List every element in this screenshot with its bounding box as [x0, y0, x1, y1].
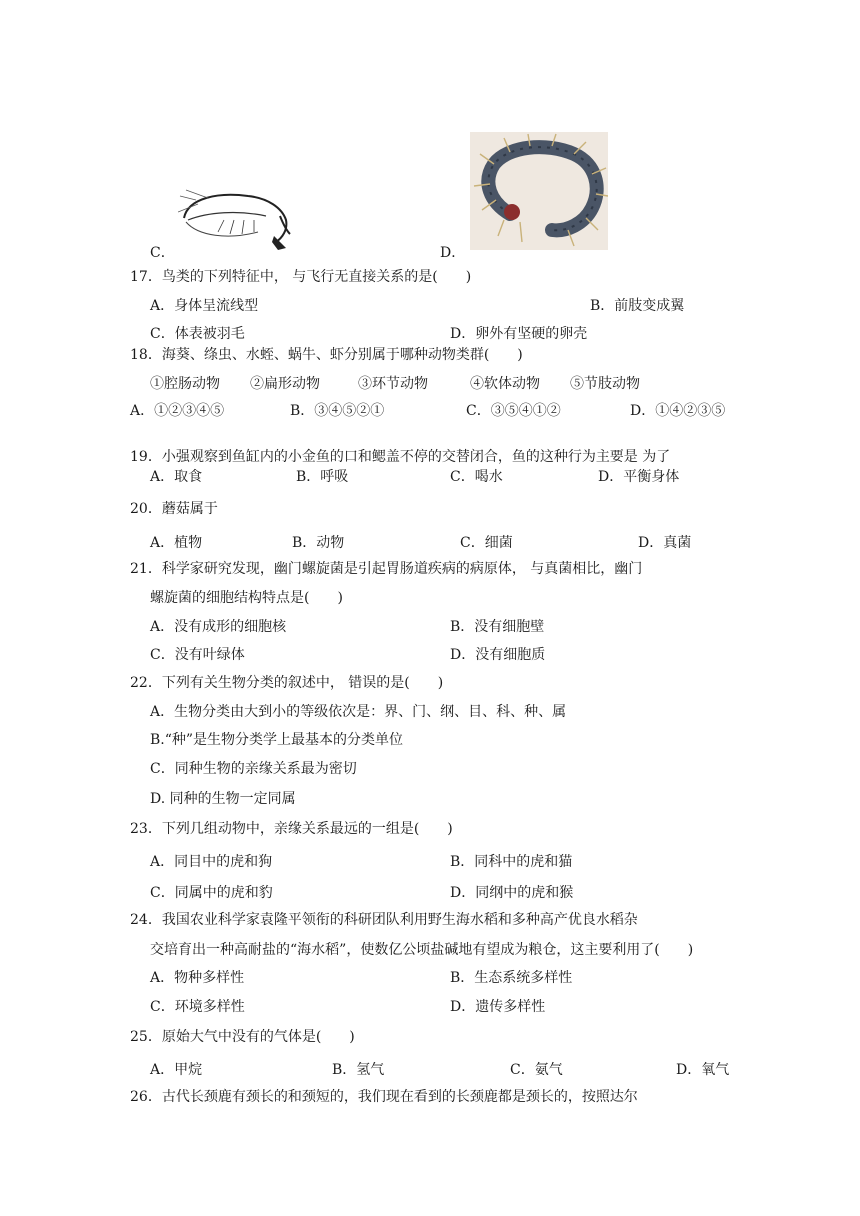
q18-stem: 18．海葵、绦虫、水蛭、蜗牛、虾分别属于哪种动物类群( ) — [130, 347, 523, 363]
q17-stem: 17．鸟类的下列特征中， 与飞行无直接关系的是( ) — [130, 269, 472, 285]
q22-option-a: A．生物分类由大到小的等级依次是：界、门、纲、目、科、种、属 — [150, 704, 567, 720]
q18-group-3: ③环节动物 — [358, 376, 428, 392]
q17-option-b: B．前肢变成翼 — [590, 298, 685, 314]
q20-option-b: B．动物 — [292, 535, 345, 551]
q26-stem: 26．古代长颈鹿有颈长的和颈短的，我们现在看到的长颈鹿都是颈长的，按照达尔 — [130, 1089, 638, 1105]
q21-stem-line2: 螺旋菌的细胞结构特点是( ) — [150, 590, 343, 606]
q18-option-a: A．①②③④⑤ — [130, 403, 225, 419]
q24-option-d: D．遗传多样性 — [450, 999, 546, 1015]
q18-group-1: ①腔肠动物 — [150, 376, 220, 392]
q21-option-d: D．没有细胞质 — [450, 647, 546, 663]
q22-stem: 22．下列有关生物分类的叙述中， 错误的是( ) — [130, 675, 444, 691]
q23-option-d: D．同纲中的虎和猴 — [450, 885, 574, 901]
q19-option-b: B．呼吸 — [296, 469, 349, 485]
q21-option-b: B．没有细胞壁 — [450, 619, 545, 635]
q19-option-c: C．喝水 — [450, 469, 503, 485]
q25-stem: 25．原始大气中没有的气体是( ) — [130, 1029, 355, 1045]
q18-option-b: B．③④⑤②① — [290, 403, 385, 419]
q21-option-c: C．没有叶绿体 — [150, 647, 245, 663]
q20-option-d: D．真菌 — [638, 535, 692, 551]
q18-option-c: C．③⑤④①② — [466, 403, 561, 419]
centipede-icon — [470, 132, 608, 250]
q21-stem-line1: 21．科学家研究发现，幽门螺旋菌是引起胃肠道疾病的病原体， 与真菌相比，幽门 — [130, 561, 643, 577]
q24-option-b: B．生态系统多样性 — [450, 970, 573, 986]
q20-option-a: A．植物 — [150, 535, 203, 551]
q18-group-5: ⑤节肢动物 — [570, 376, 640, 392]
q24-option-a: A．物种多样性 — [150, 970, 245, 986]
q17-option-d: D．卵外有坚硬的卵壳 — [450, 326, 588, 342]
q24-stem-line2: 交培育出一种高耐盐的“海水稻”，使数亿公顷盐碱地有望成为粮仓，这主要利用了( ) — [150, 942, 694, 958]
q22-option-c: C．同种生物的亲缘关系最为密切 — [150, 761, 357, 777]
q17-option-c: C．体表被羽毛 — [150, 326, 245, 342]
q17-option-a: A．身体呈流线型 — [150, 298, 259, 314]
q23-option-b: B．同科中的虎和猫 — [450, 854, 573, 870]
q18-group-4: ④软体动物 — [470, 376, 540, 392]
q25-option-b: B．氢气 — [332, 1062, 385, 1078]
q25-option-a: A．甲烷 — [150, 1062, 203, 1078]
option-c-label: C． — [150, 245, 175, 261]
q19-option-a: A．取食 — [150, 469, 203, 485]
q21-option-a: A．没有成形的细胞核 — [150, 619, 287, 635]
option-d-label: D． — [440, 245, 466, 261]
q18-group-2: ②扁形动物 — [250, 376, 320, 392]
q18-option-d: D．①④②③⑤ — [630, 403, 726, 419]
q25-option-d: D．氧气 — [676, 1062, 730, 1078]
q19-option-d: D．平衡身体 — [598, 469, 680, 485]
q19-stem: 19．小强观察到鱼缸内的小金鱼的口和鳃盖不停的交替闭合，鱼的这种行为主要是 为了 — [130, 449, 671, 465]
shrimp-icon — [178, 186, 296, 252]
q23-stem: 23．下列几组动物中，亲缘关系最远的一组是( ) — [130, 821, 453, 837]
q22-option-b: B.“种”是生物分类学上最基本的分类单位 — [150, 732, 404, 748]
q24-stem-line1: 24．我国农业科学家袁隆平领衔的科研团队利用野生海水稻和多种高产优良水稻杂 — [130, 912, 638, 928]
q24-option-c: C．环境多样性 — [150, 999, 245, 1015]
q20-stem: 20．蘑菇属于 — [130, 501, 218, 517]
q22-option-d: D. 同种的生物一定同属 — [150, 791, 296, 807]
q20-option-c: C．细菌 — [460, 535, 513, 551]
q25-option-c: C．氨气 — [510, 1062, 563, 1078]
q23-option-a: A．同目中的虎和狗 — [150, 854, 273, 870]
q23-option-c: C．同属中的虎和豹 — [150, 885, 273, 901]
